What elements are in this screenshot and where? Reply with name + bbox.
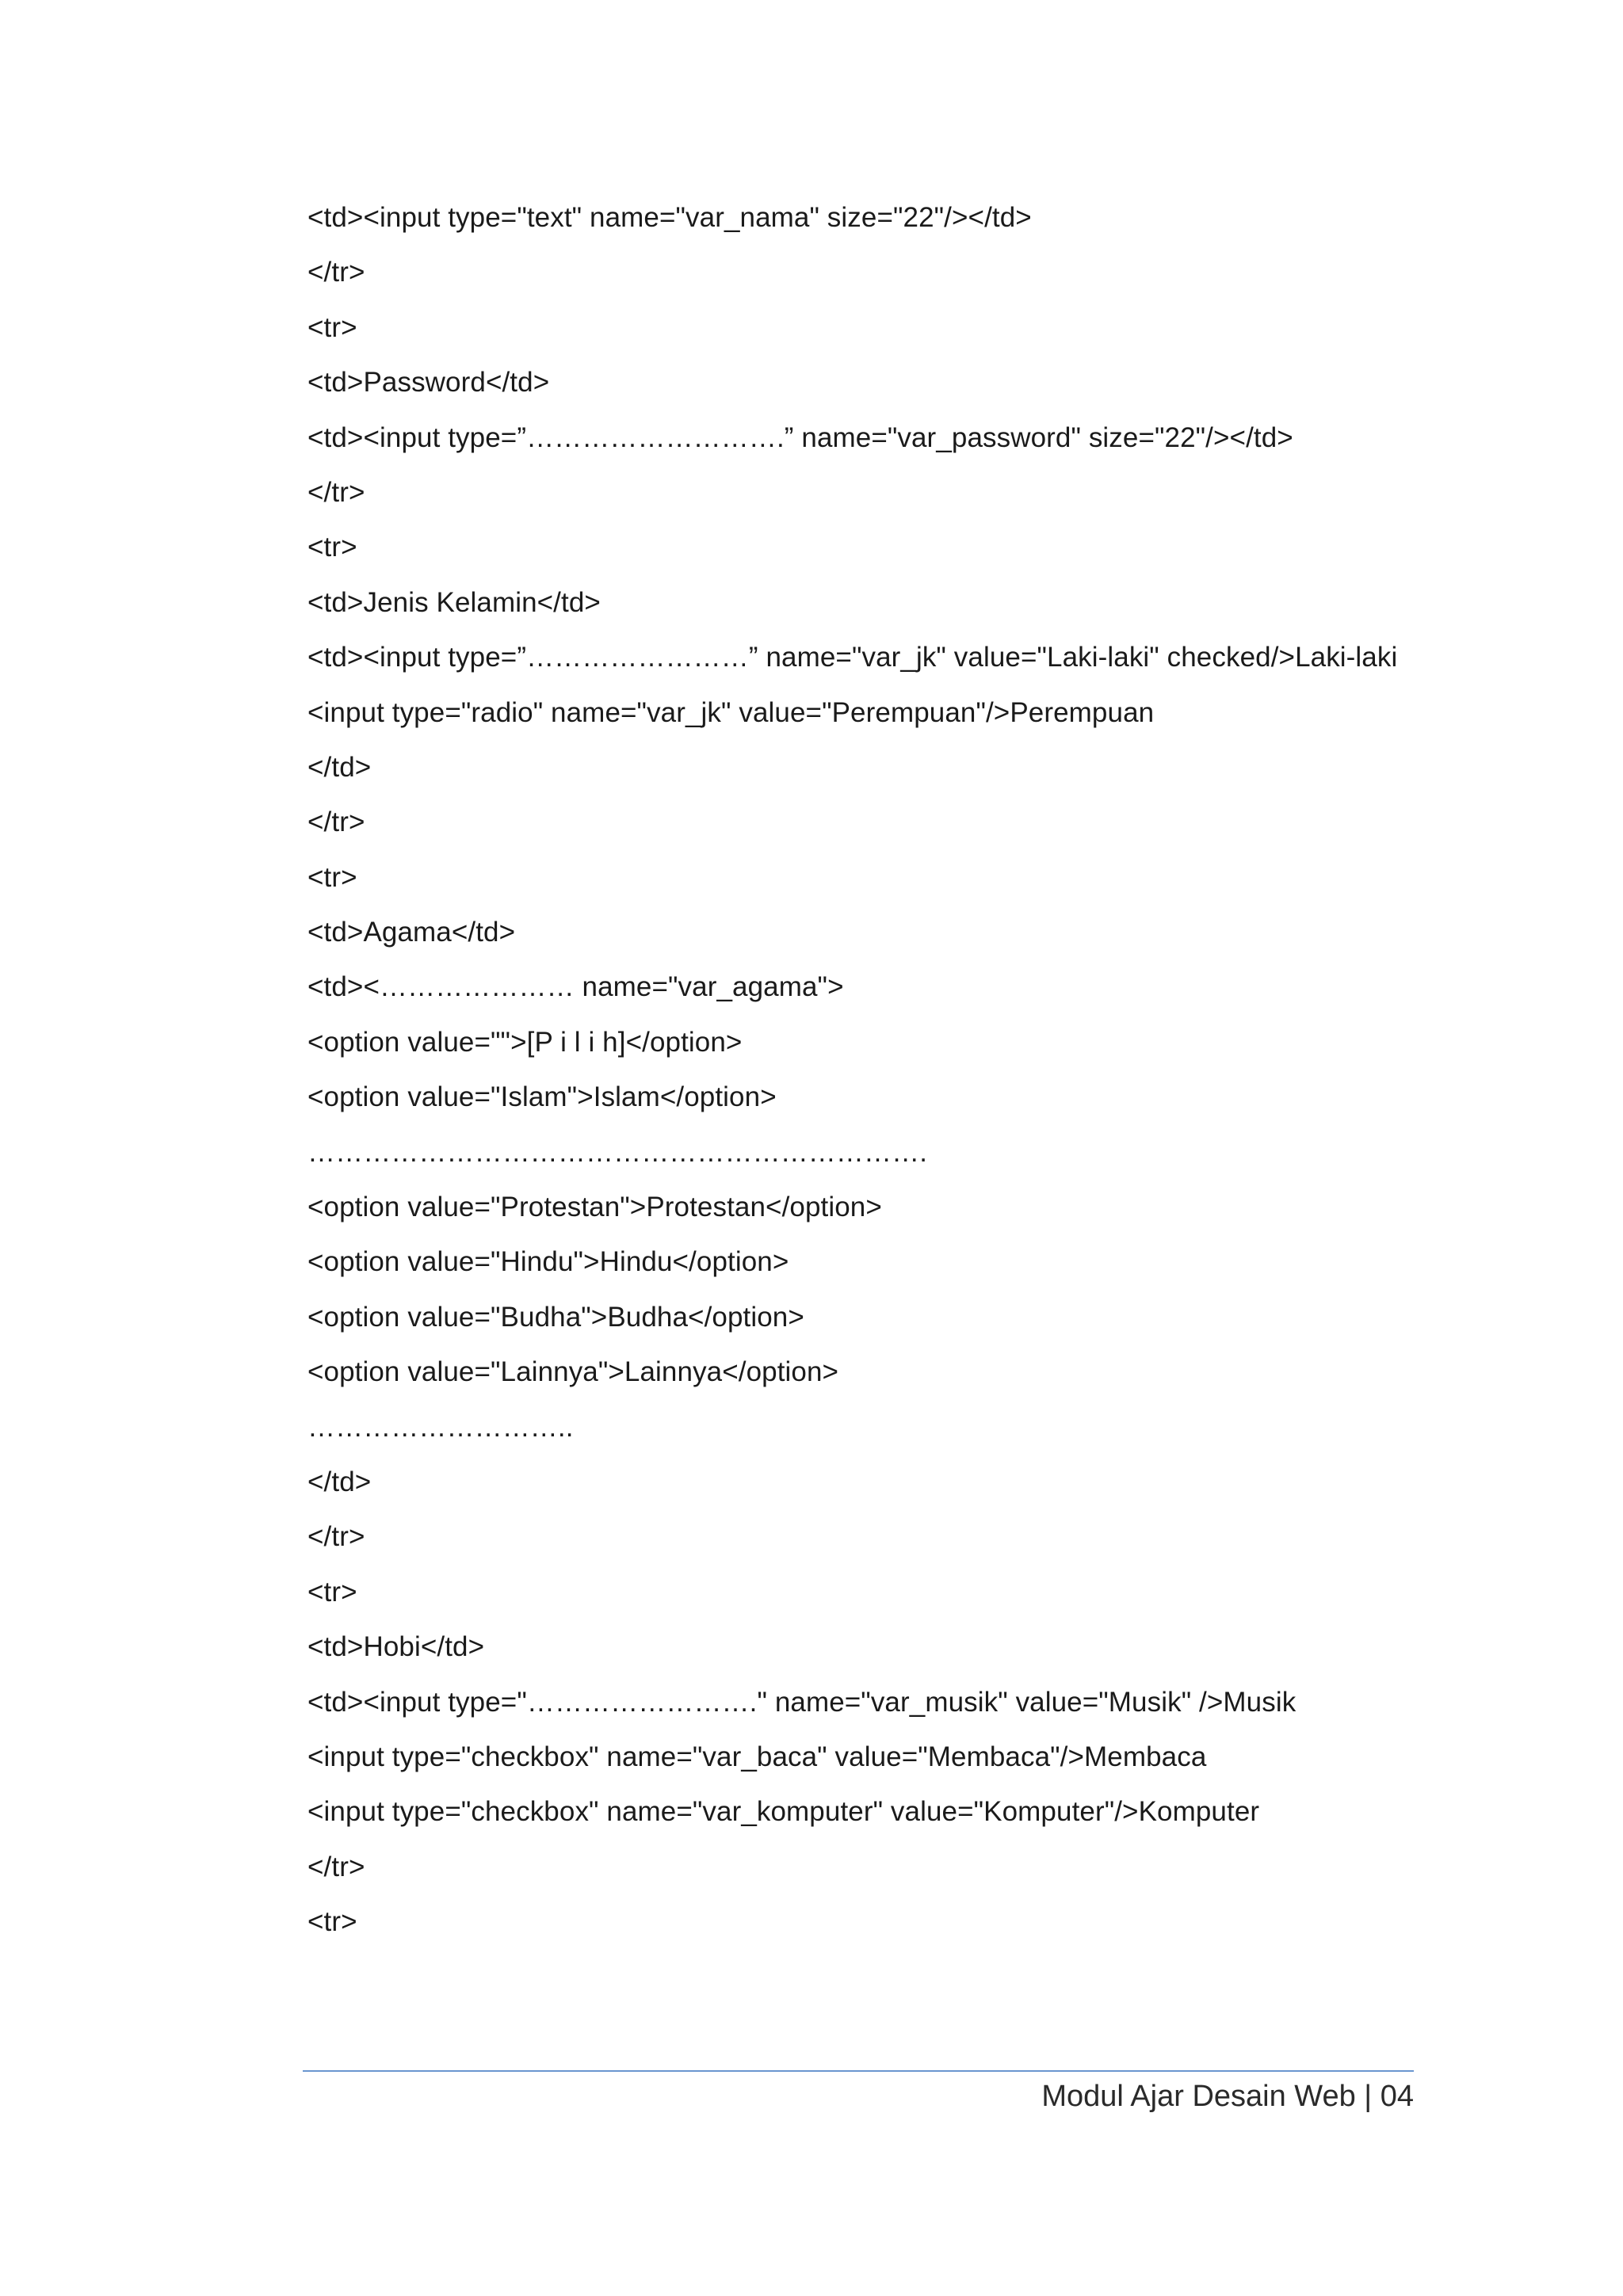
code-line: <input type="checkbox" name="var_baca" value="Membaca"/>Membaca	[307, 1741, 1207, 1772]
code-line: <option value="Lainnya">Lainnya</option>	[307, 1356, 839, 1388]
code-line: <td><input type=”……………………” name="var_jk" value="Laki-laki" checked/>Laki-laki	[307, 642, 1398, 673]
code-line: </tr>	[307, 1851, 365, 1882]
code-listing	[307, 190, 1433, 1950]
code-line: <option value="Protestan">Protestan</option>	[307, 1192, 882, 1223]
code-line: ………………………………………………………….	[307, 1136, 928, 1168]
code-line: <tr>	[307, 861, 357, 893]
code-line: </tr>	[307, 1521, 365, 1553]
code-line: <tr>	[307, 1906, 357, 1938]
footer-divider	[303, 2070, 1414, 2072]
code-line: <td>Jenis Kelamin</td>	[307, 586, 601, 618]
code-line: <tr>	[307, 311, 357, 343]
code-line: <tr>	[307, 532, 357, 563]
code-line: </tr>	[307, 257, 365, 288]
code-line: <td>Agama</td>	[307, 917, 516, 948]
code-line: <input type="radio" name="var_jk" value="Perempuan"/>Perempuan	[307, 696, 1155, 728]
code-line: <td>Password</td>	[307, 367, 550, 399]
code-line: <td><input type="text" name="var_nama" size="22"/></td>	[307, 202, 1032, 233]
code-line: ………………………..	[307, 1411, 574, 1443]
code-line: <option value="Islam">Islam</option>	[307, 1081, 777, 1113]
code-line: <td><………………… name="var_agama">	[307, 971, 844, 1003]
code-line: <td><input type="……………………." name="var_musik" value="Musik" />Musik	[307, 1686, 1296, 1718]
code-line: </tr>	[307, 807, 365, 838]
code-line: <option value="">[P i l i h]</option>	[307, 1026, 743, 1058]
code-line: </tr>	[307, 476, 365, 508]
code-line: <td>Hobi</td>	[307, 1631, 485, 1663]
code-line: <option value="Hindu">Hindu</option>	[307, 1246, 789, 1278]
code-line: <input type="checkbox" name="var_komputer" value="Komputer"/>Komputer	[307, 1796, 1260, 1828]
code-line: </td>	[307, 751, 372, 783]
code-line: <option value="Budha">Budha</option>	[307, 1301, 804, 1333]
code-line: <tr>	[307, 1576, 357, 1608]
code-line: <td><input type=”……………………….” name="var_password" size="22"/></td>	[307, 421, 1293, 453]
code-line: </td>	[307, 1466, 372, 1497]
page-footer: Modul Ajar Desain Web | 04	[1041, 2080, 1414, 2113]
